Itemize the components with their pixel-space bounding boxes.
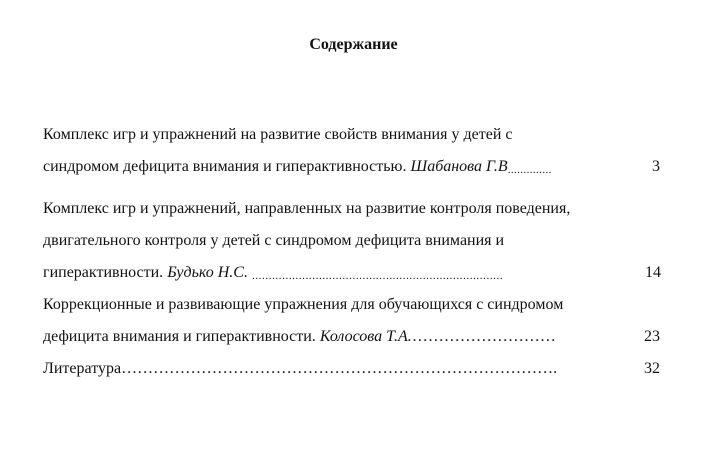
toc-entry-3-title-end: дефицита внимания и гиперактивности. (43, 328, 316, 345)
toc-entry-4-page-number: 32 (644, 360, 660, 377)
toc-entry-4-leader-dots: ………………………………………………………………………. (121, 360, 558, 377)
toc-entry-3-line-1: Коррекционные и развивающие упражнения для обучающихся с синдромом (43, 296, 564, 313)
toc-entry-4-line (43, 360, 641, 378)
toc-entry-3-author: Колосова Т.А. (319, 328, 412, 345)
toc-entry-2-page-number: 14 (645, 264, 661, 281)
toc-entry-3-page-number: 23 (644, 328, 660, 345)
toc-entry-2-line-3 (43, 264, 642, 282)
toc-entry-1-page-number: 3 (652, 158, 660, 175)
toc-entry-3-line-2 (43, 328, 641, 346)
toc-entry-1-leader-dots: .............. (507, 164, 552, 176)
toc-entry-2-title-end: гиперактивности. (43, 264, 164, 281)
toc-entry-2-line-2: двигательного контроля у детей с синдромом дефицита внимания и (43, 232, 505, 249)
toc-entry-1-line-2 (43, 158, 649, 176)
toc-entry-4-title: Литература (43, 360, 122, 377)
toc-entry-2-leader-dots: ........................................................................... (251, 270, 504, 282)
toc-entry-2-line-1: Комплекс игр и упражнений, направленных на развитие контроля поведения, (43, 200, 571, 217)
toc-entry-2-author: Будько Н.С. (167, 264, 248, 281)
toc-entry-1-title: синдромом дефицита внимания и гиперактивностью. (43, 158, 407, 175)
toc-entry-1-author: Шабанова Г.В (410, 158, 508, 175)
page-title: Содержание (309, 36, 398, 53)
toc-entry-1-line-1: Комплекс игр и упражнений на развитие свойств внимания у детей с (43, 126, 513, 143)
toc-entry-3-leader-dots: ……………………… (411, 328, 556, 345)
